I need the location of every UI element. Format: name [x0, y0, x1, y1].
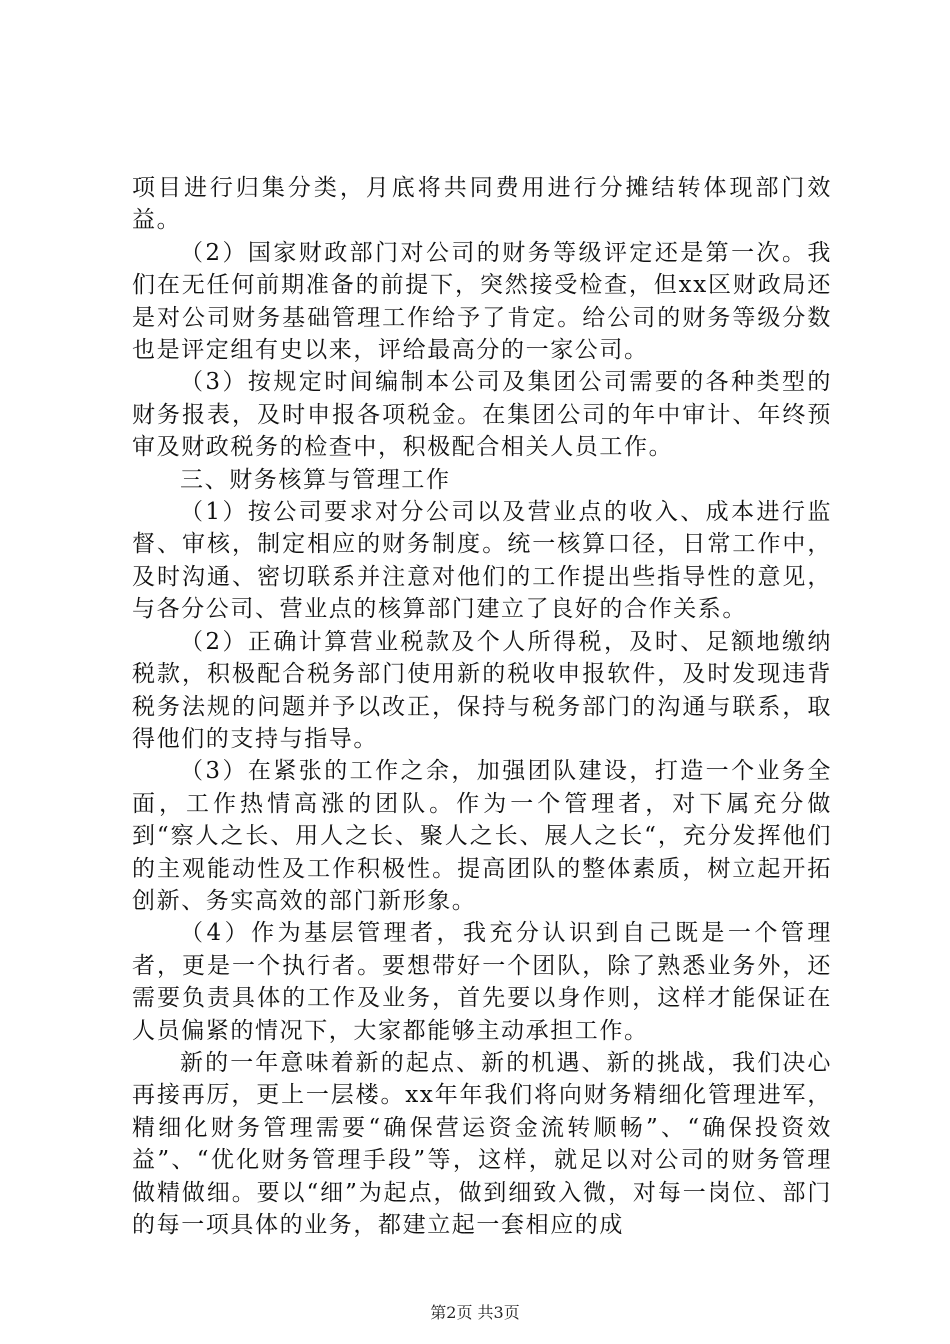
paragraph-2: （2）国家财政部门对公司的财务等级评定还是第一次。我们在无任何前期准备的前提下，突然接受检查，但xx区财政局还是对公司财务基础管理工作给予了肯定。给公司的财务等级分数也是评定组有史以来，评给最高分的一家公司。: [132, 239, 832, 364]
paragraph-4: （1）按公司要求对分公司以及营业点的收入、成本进行监督、审核，制定相应的财务制度。统一核算口径，日常工作中，及时沟通、密切联系并注意对他们的工作提出些指导性的意见，与各分公司、营业点的核算部门建立了良好的合作关系。: [132, 499, 832, 623]
paragraph-1: 项目进行归集分类，月底将共同费用进行分摊结转体现部门效益。: [132, 175, 832, 234]
paragraph-6: （3）在紧张的工作之余，加强团队建设，打造一个业务全面，工作热情高涨的团队。作为一个管理者，对下属充分做到“察人之长、用人之长、聚人之长、展人之长“，充分发挥他们的主观能动性及工作积极性。提高团队的整体素质，树立起开拓创新、务实高效的部门新形象。: [132, 758, 832, 914]
paragraph-7: （4）作为基层管理者，我充分认识到自己既是一个管理者，更是一个执行者。要想带好一个团队，除了熟悉业务外，还需要负责具体的工作及业务，首先要以身作则，这样才能保证在人员偏紧的情况下，大家都能够主动承担工作。: [132, 920, 832, 1044]
paragraph-3: （3）按规定时间编制本公司及集团公司需要的各种类型的财务报表，及时申报各项税金。在集团公司的年中审计、年终预审及财政税务的检查中，积极配合相关人员工作。: [132, 369, 832, 461]
paragraph-8: 新的一年意味着新的起点、新的机遇、新的挑战，我们决心再接再厉，更上一层楼。xx年年我们将向财务精细化管理进军，精细化财务管理需要“确保营运资金流转顺畅”、“确保投资效益”、“优化财务管理手段”等，这样，就足以对公司的财务管理做精做细。要以“细”为起点，做到细致入微，对每一岗位、部门的每一项具体的业务，都建立起一套相应的成: [132, 1049, 832, 1238]
page-footer: 第2页 共3页: [430, 1303, 520, 1322]
body-text: [132, 172, 832, 1241]
section-heading: 三、财务核算与管理工作: [180, 466, 451, 493]
paragraph-5: （2）正确计算营业税款及个人所得税，及时、足额地缴纳税款，积极配合税务部门使用新的税收申报软件，及时发现违背税务法规的问题并予以改正，保持与税务部门的沟通与联系，取得他们的支持与指导。: [132, 628, 832, 752]
